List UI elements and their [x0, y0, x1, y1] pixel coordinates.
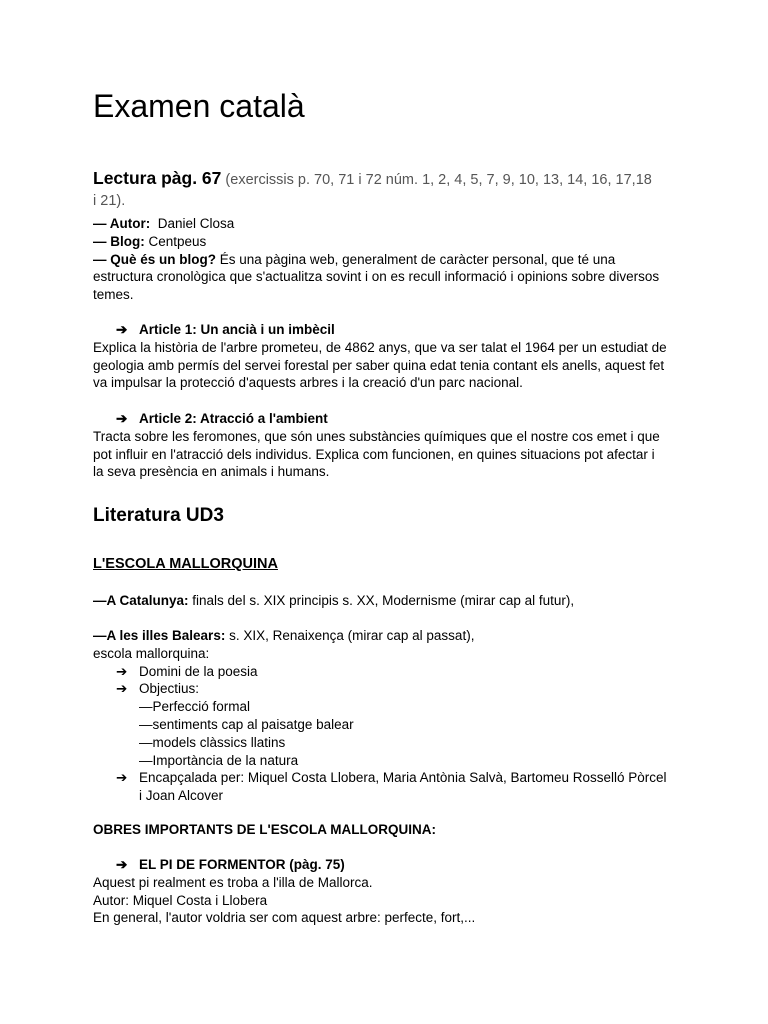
lectura-section — [93, 168, 653, 212]
article1-block — [93, 321, 668, 392]
objectiu-item: —sentiments cap al paisatge balear — [139, 716, 354, 732]
encap-text: Encapçalada per: Miquel Costa Llobera, Maria Antònia Salvà, Bartomeu Rosselló Pòrcel i Joan Alcover — [139, 770, 667, 804]
arrow-icon: ➔ — [116, 411, 128, 426]
balears-line — [93, 627, 668, 645]
list-item — [93, 663, 668, 681]
arrow-icon: ➔ — [116, 770, 128, 786]
autor-label: — Autor: — [93, 216, 151, 231]
obres-heading: OBRES IMPORTANTS DE L'ESCOLA MALLORQUINA: — [93, 822, 436, 837]
que-value: És una pàgina web, generalment de caràcter personal, que té una estructura cronològica que s'actualitza sovint i on es recull informació i opinions sobre diversos temes. — [93, 251, 660, 303]
lectura-subtitle: (exercissis p. 70, 71 i 72 núm. 1, 2, 4, 5, 7, 9, 10, 13, 14, 16, 17,18 i 21). — [93, 172, 652, 209]
arrow-icon: ➔ — [116, 857, 128, 872]
objectiu-item: —models clàssics llatins — [139, 734, 286, 750]
article2-title: Article 2: Atracció a l'ambient — [139, 411, 328, 426]
list-item — [93, 680, 668, 698]
bullet-text: Objectius: — [139, 681, 200, 697]
list-item — [93, 769, 668, 805]
objectiu-item: —Importància de la natura — [139, 752, 299, 768]
catalunya-value: finals del s. XIX principis s. XX, Modernisme (mirar cap al futur), — [192, 593, 575, 608]
article2-block — [93, 410, 668, 481]
pi-title: EL PI DE FORMENTOR (pàg. 75) — [139, 857, 345, 872]
literatura-heading: Literatura UD3 — [93, 505, 224, 526]
objectiu-item: —Perfecció formal — [139, 699, 251, 715]
que-label: — Què és un blog? — [93, 251, 217, 267]
pi-heading — [93, 856, 668, 874]
catalunya-line — [93, 592, 668, 610]
arrow-icon: ➔ — [116, 663, 128, 679]
balears-block — [93, 627, 668, 805]
pi-block — [93, 856, 668, 927]
escola-line: escola mallorquina: — [93, 645, 210, 661]
escola-heading: L'ESCOLA MALLORQUINA — [93, 556, 278, 572]
pi-line: Aquest pi realment es troba a l'illa de Mallorca. — [93, 874, 373, 890]
blog-label: — Blog: — [93, 233, 145, 249]
pi-line: Autor: Miquel Costa i Llobera — [93, 892, 268, 908]
pi-line: En general, l'autor voldria ser com aquest arbre: perfecte, fort,... — [93, 910, 476, 926]
catalunya-label: —A Catalunya: — [93, 593, 189, 608]
que-line — [93, 251, 668, 304]
autor-line — [93, 215, 668, 233]
bullet-text: Domini de la poesia — [139, 663, 258, 679]
blog-line — [93, 233, 668, 251]
page-title: Examen català — [93, 88, 305, 124]
article1-heading — [93, 321, 668, 339]
blog-value: Centpeus — [148, 233, 207, 249]
lectura-info — [93, 215, 668, 304]
lectura-heading: Lectura pàg. 67 — [93, 168, 222, 188]
article1-title: Article 1: Un ancià i un imbècil — [139, 322, 335, 337]
arrow-icon: ➔ — [116, 681, 128, 697]
article2-text: Tracta sobre les feromones, que són unes substàncies químiques que el nostre cos emet i que pot influir en l'atracció dels individus. Explica com funcionen, en quines situacions pot afectar i la seva presència en animals i humans. — [93, 428, 660, 480]
balears-value: s. XIX, Renaixença (mirar cap al passat), — [229, 628, 475, 643]
balears-label: —A les illes Balears: — [93, 628, 226, 643]
autor-value: Daniel Closa — [157, 216, 235, 231]
article1-text: Explica la història de l'arbre prometeu, de 4862 anys, que va ser talat el 1964 per un estudiat de geologia amb permís del servei forestal per saber quina edat tenia contant els anells, aquest fet va impulsar la protecció d'aquests arbres i la creació d'un parc nacional. — [93, 339, 667, 391]
article2-heading — [93, 410, 668, 428]
arrow-icon: ➔ — [116, 322, 128, 337]
